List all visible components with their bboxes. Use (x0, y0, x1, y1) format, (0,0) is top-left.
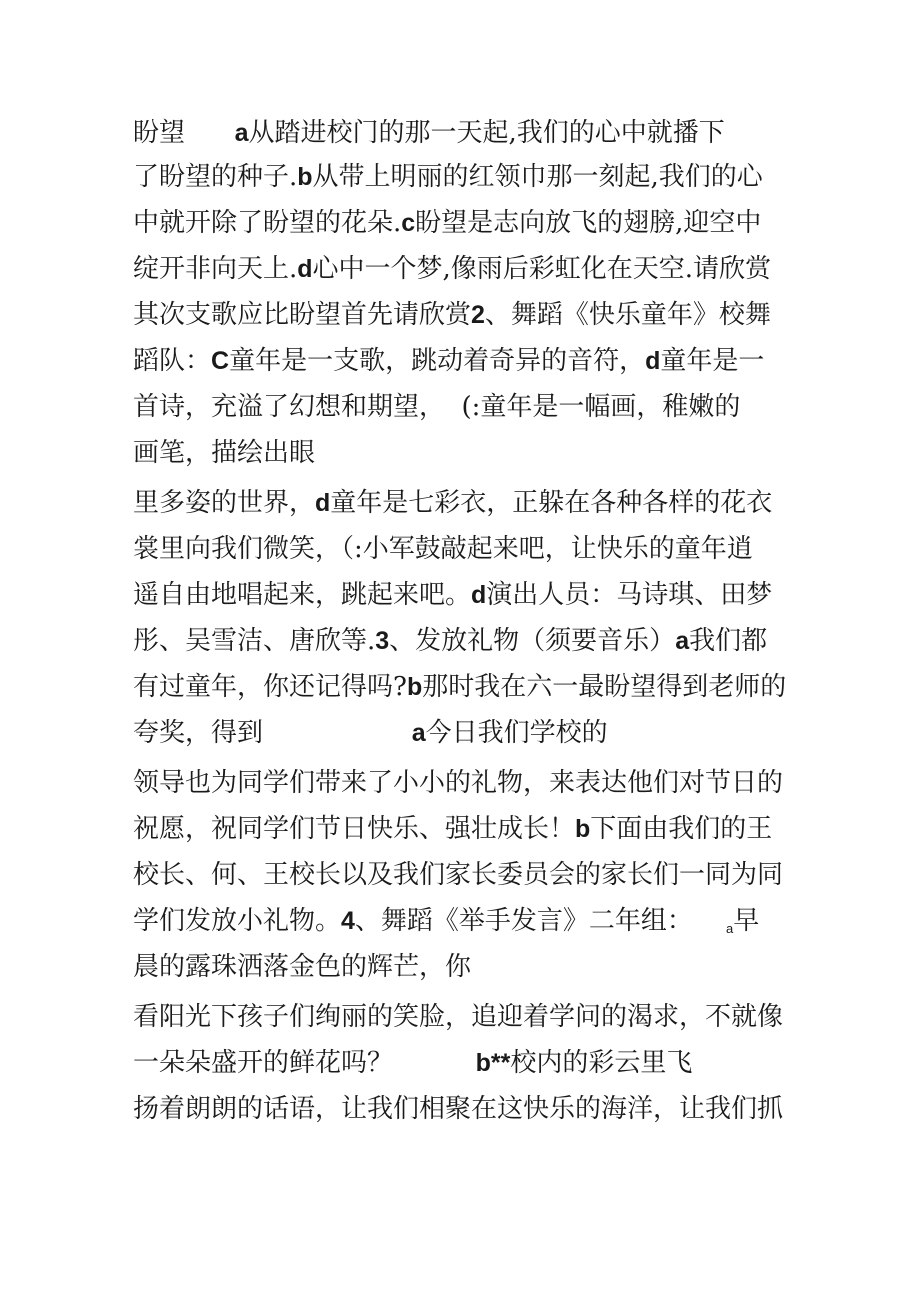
text-run: 那时我在六一最盼望得到老师的 (422, 672, 787, 702)
text-line (133, 812, 772, 846)
item-marker: c (401, 209, 416, 237)
text-run: 从带上明丽的红领巾那一刻起,我们的心 (312, 162, 763, 192)
text-run: 其次支歌应比盼望首先请欣赏 (133, 300, 472, 330)
text-run: 从踏进校门的那一天起,我们的心中就播下 (248, 118, 725, 148)
item-marker: a (725, 921, 734, 936)
text-run: 裳里向我们微笑，（:小军鼓敲起来吧，让快乐的童年逍 (133, 534, 753, 564)
item-marker: b (297, 163, 313, 191)
text-run: 里多姿的世界， (133, 488, 316, 518)
text-run: 晨的露珠洒落金色的辉芒，你 (133, 952, 472, 982)
text-run: 我们都 (689, 626, 768, 656)
text-run: 童年是七彩衣，正躲在各种各样的花衣 (330, 488, 773, 518)
item-marker: d (471, 581, 487, 609)
text-line (133, 298, 771, 332)
text-line (133, 904, 759, 938)
item-marker: d (315, 489, 331, 517)
item-marker: a (234, 119, 249, 147)
text-line (133, 578, 772, 612)
text-run: 盼望 (133, 118, 235, 148)
text-run: 夸奖，得到 (133, 718, 412, 748)
text-line (133, 1000, 783, 1034)
text-line (133, 716, 608, 750)
text-run: 早 (733, 906, 760, 936)
text-run: 心中一个梦,像雨后彩虹化在天空.请欣赏 (312, 254, 772, 284)
text-line (133, 160, 763, 194)
text-run: 彤、吴雪洁、唐欣等. (133, 626, 376, 656)
item-marker: b (575, 815, 591, 843)
text-line (133, 624, 767, 658)
text-run: 、舞蹈《举手发言》二年组： (354, 906, 726, 936)
text-run: 了盼望的种子. (133, 162, 298, 192)
text-line (133, 670, 786, 704)
text-line (133, 116, 725, 150)
item-marker: b (406, 673, 423, 701)
text-run: 看阳光下孩子们绚丽的笑脸，追迎着学问的渴求，不就像 (133, 1002, 784, 1032)
text-line (133, 252, 771, 286)
item-marker: C (211, 347, 230, 375)
text-run: 遥自由地唱起来，跳起来吧。 (133, 580, 472, 610)
text-run: 校内的彩云里飞 (510, 1048, 693, 1078)
text-line (133, 766, 783, 800)
text-run: 领导也为同学们带来了小小的礼物，来表达他们对节日的 (133, 768, 784, 798)
item-marker: 3 (375, 627, 390, 655)
text-run: 童年是一支歌，跳动着奇异的音符， (229, 346, 646, 376)
text-line (133, 1092, 783, 1126)
text-run: 扬着朗朗的话语，让我们相聚在这快乐的海洋，让我们抓 (133, 1094, 784, 1124)
text-line (133, 1046, 692, 1080)
text-run: 校长、何、王校长以及我们家长委员会的家长们一同为同 (133, 860, 784, 890)
text-run: 、舞蹈《快乐童年》校舞 (484, 300, 771, 330)
item-marker: d (297, 255, 313, 283)
text-run: 童年是一 (660, 346, 765, 376)
text-line (133, 344, 764, 378)
text-line (133, 436, 315, 470)
text-run: 蹈队： (133, 346, 212, 376)
text-run: 、发放礼物（须要音乐） (389, 626, 676, 656)
text-line (133, 390, 740, 424)
text-run: 有过童年，你还记得吗? (133, 672, 407, 702)
item-marker: 2 (471, 301, 485, 329)
text-run: 今日我们学校的 (425, 718, 608, 748)
item-marker: a (675, 627, 690, 655)
item-marker: b** (475, 1049, 511, 1077)
text-run: 一朵朵盛开的鲜花吗？ (133, 1048, 476, 1078)
text-run: 学们发放小礼物。 (133, 906, 342, 936)
text-line (133, 950, 471, 984)
text-line (133, 858, 783, 892)
text-run: 演出人员：马诗琪、田梦 (486, 580, 773, 610)
text-run: 祝愿，祝同学们节日快乐、强壮成长！ (133, 814, 576, 844)
item-marker: a (411, 719, 426, 747)
item-marker: 4 (341, 907, 355, 935)
text-run: 中就开除了盼望的花朵. (133, 208, 402, 238)
text-run: 首诗，充溢了幻想和期望， (:童年是一幅画，稚嫩的 (133, 392, 741, 422)
item-marker: d (645, 347, 661, 375)
text-line (133, 486, 772, 520)
text-run: 盼望是志向放飞的翅膀,迎空中 (415, 208, 762, 238)
text-line (133, 206, 761, 240)
text-run: 画笔，描绘出眼 (133, 438, 316, 468)
text-run: 下面由我们的王 (590, 814, 773, 844)
text-line (133, 532, 753, 566)
text-run: 绽开非向天上. (133, 254, 298, 284)
